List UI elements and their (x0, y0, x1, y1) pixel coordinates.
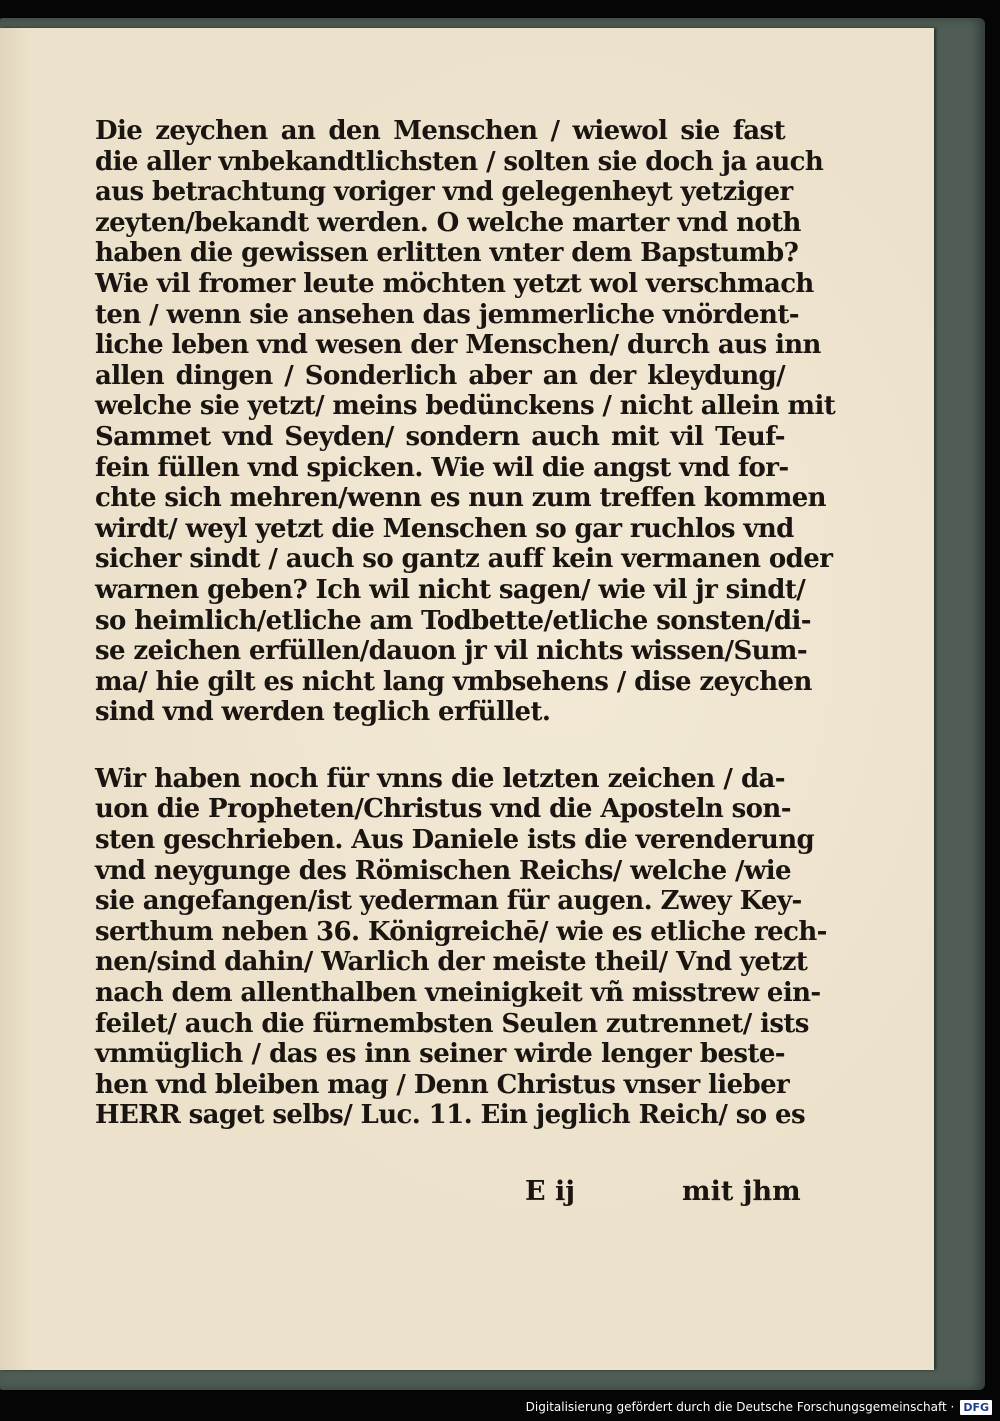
text-line: warnen geben? Ich wil nicht sagen/ wie vil jr sindt/ (95, 574, 806, 605)
text-line: HERR saget selbs/ Luc. 11. Ein jeglich Reich/ so es (95, 1100, 805, 1131)
text-line: sind vnd werden teglich erfüllet. (95, 697, 551, 728)
paragraph-2 (95, 763, 827, 1131)
text-line: Wie vil fromer leute möchten yetzt wol verschmach (95, 268, 814, 299)
signature-mark: E ij (525, 1176, 576, 1207)
catchword: mit jhm (682, 1176, 801, 1207)
dfg-logo: DFG (960, 1400, 992, 1415)
paragraph-gap (95, 728, 785, 764)
text-line: se zeichen erfüllen/dauon jr vil nichts wissen/Sum- (95, 636, 808, 667)
paragraph-1 (95, 116, 836, 728)
text-line: Sammet vnd Seyden/ sondern auch mit vil Teuf- (95, 421, 785, 452)
book-page (0, 28, 934, 1370)
text-line: feilet/ auch die fürnembsten Seulen zutrennet/ ists (95, 1008, 809, 1039)
text-line: chte sich mehren/wenn es nun zum treffen kommen (95, 483, 826, 514)
text-line: nach dem allenthalben vneinigkeit vñ misstrew ein- (95, 978, 821, 1009)
text-line: aus betrachtung voriger vnd gelegenheyt yetziger (95, 177, 793, 208)
text-line: sie angefangen/ist yederman für augen. Zwey Key- (95, 886, 802, 917)
text-line: fein füllen vnd spicken. Wie wil die angst vnd for- (95, 452, 789, 483)
text-line: so heimlich/etliche am Todbette/etliche sonsten/di- (95, 605, 811, 636)
text-line: wirdt/ weyl yetzt die Menschen so gar ruchlos vnd (95, 513, 794, 544)
text-line: ten / wenn sie ansehen das jemmerliche vnördent- (95, 299, 799, 330)
text-line: sten geschrieben. Aus Daniele ists die verenderung (95, 825, 815, 856)
text-line: nen/sind dahin/ Warlich der meiste theil/ Vnd yetzt (95, 947, 808, 978)
text-line: sicher sindt / auch so gantz auff kein vermanen oder (95, 544, 833, 575)
text-line: die aller vnbekandtlichsten / solten sie doch ja auch (95, 146, 824, 177)
text-line: serthum neben 36. Königreichē/ wie es etliche rech- (95, 916, 827, 947)
text-line: welche sie yetzt/ meins bedünckens / nicht allein mit (95, 391, 836, 422)
page-text (95, 116, 836, 1131)
text-line: uon die Propheten/Christus vnd die Aposteln son- (95, 794, 791, 825)
text-line: zeyten/bekandt werden. O welche marter vnd noth (95, 207, 801, 238)
text-line: Die zeychen an den Menschen / wiewol sie fast (95, 116, 785, 146)
text-line: liche leben vnd wesen der Menschen/ durch aus inn (95, 330, 821, 361)
text-line: vnmüglich / das es inn seiner wirde lenger beste- (95, 1039, 785, 1070)
text-line: allen dingen / Sonderlich aber an der kleydung/ (95, 360, 785, 391)
text-line: vnd neygunge des Römischen Reichs/ welche /wie (95, 855, 791, 886)
text-line: Wir haben noch für vnns die letzten zeichen / da- (95, 763, 785, 794)
text-line: hen vnd bleiben mag / Denn Christus vnser lieber (95, 1069, 790, 1100)
text-line: haben die gewissen erlitten vnter dem Bapstumb? (95, 238, 799, 269)
digitization-footer (526, 1396, 992, 1418)
text-line: ma/ hie gilt es nicht lang vmbsehens / dise zeychen (95, 666, 812, 697)
footer-text: Digitalisierung gefördert durch die Deutsche Forschungsgemeinschaft · (525, 1400, 955, 1414)
